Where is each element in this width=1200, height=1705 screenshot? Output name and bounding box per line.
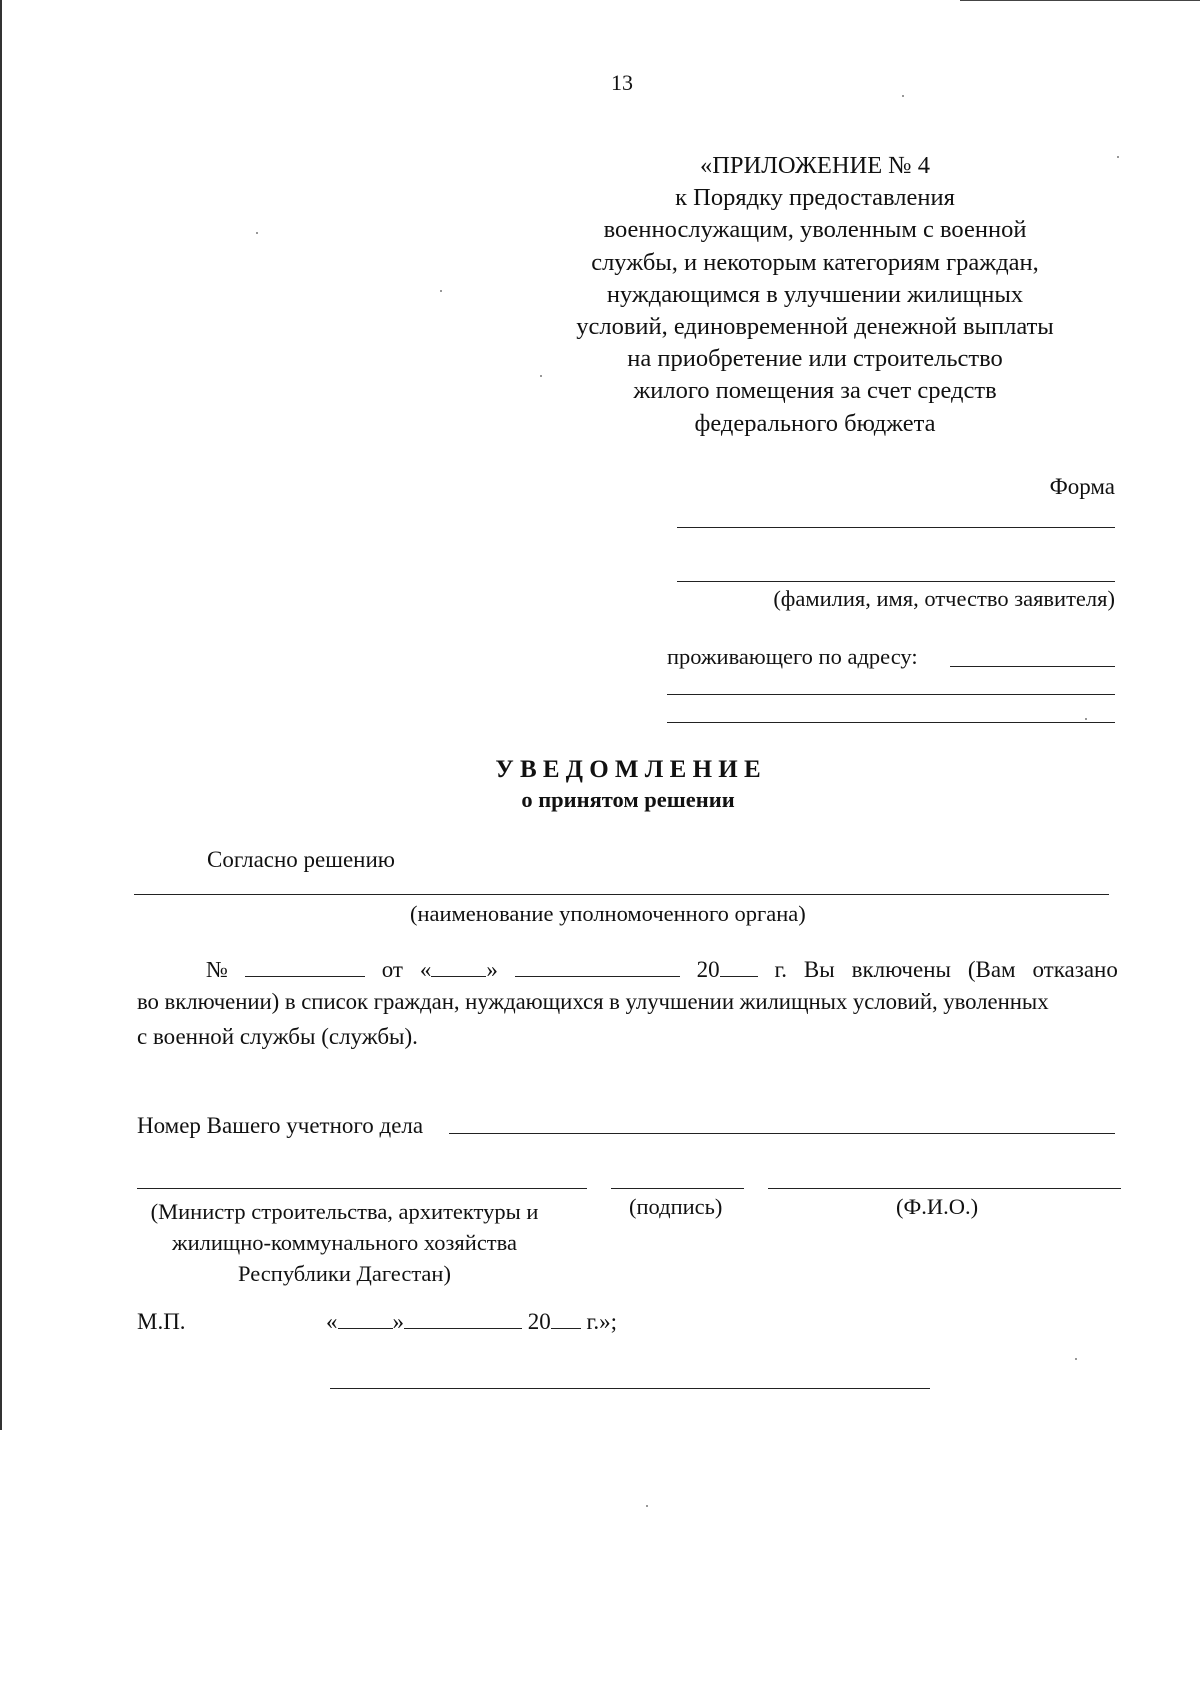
scan-speck [902, 95, 904, 97]
decision-month-field[interactable] [515, 958, 680, 977]
decision-day-field[interactable] [431, 958, 486, 977]
bottom-rule [330, 1388, 930, 1389]
address-label: проживающего по адресу: [667, 644, 918, 669]
form-label: Форма [1049, 474, 1115, 499]
year-group [697, 958, 758, 981]
stamp-month-field[interactable] [404, 1310, 522, 1329]
stamp-year-field[interactable] [551, 1310, 581, 1329]
from-word: от [381, 957, 403, 982]
applicant-name-line-1[interactable] [677, 527, 1115, 528]
authority-line[interactable] [134, 894, 1109, 895]
decision-line-1 [206, 958, 1118, 981]
number-sign: № [206, 957, 228, 982]
applicant-name-line-2[interactable] [677, 581, 1115, 582]
scan-edge-top [960, 0, 1200, 1]
scan-speck [646, 1505, 648, 1507]
date-quote-group [420, 958, 498, 981]
appendix-header [520, 150, 1110, 440]
appendix-title: «ПРИЛОЖЕНИЕ № 4 [699, 152, 931, 179]
account-number-line[interactable] [449, 1133, 1115, 1134]
stamp-label: М.П. [137, 1309, 186, 1334]
stamp-day-field[interactable] [338, 1310, 393, 1329]
line1-word: (Вам [967, 957, 1016, 982]
position-caption [137, 1196, 552, 1289]
notice-subtitle: о принятом решении [521, 787, 735, 812]
position-caption-line: Республики Дагестан) [238, 1261, 451, 1286]
line1-word: отказано [1032, 957, 1118, 982]
page-number: 13 [611, 70, 633, 95]
quote-close: » [486, 957, 498, 982]
line1-word: г. [774, 957, 788, 982]
appendix-line: нуждающимся в улучшении жилищных [606, 280, 1024, 308]
notice-title: У В Е Д О М Л Е Н И Е [495, 756, 761, 783]
decision-line-2: во включении) в список граждан, нуждающихся в улучшении жилищных условий, уволенных [137, 989, 1049, 1014]
signature-caption: (подпись) [629, 1194, 723, 1219]
appendix-line: на приобретение или строительство [627, 345, 1003, 373]
appendix-line: военнослужащим, уволенным с военной [603, 216, 1027, 244]
quote-open: « [326, 1309, 338, 1334]
stamp-year-suffix: г.»; [586, 1309, 617, 1334]
position-line[interactable] [137, 1188, 587, 1189]
address-line-1[interactable] [950, 666, 1115, 667]
appendix-line: условий, единовременной денежной выплаты [576, 313, 1054, 341]
decision-year-field[interactable] [720, 958, 758, 977]
line1-word: Вы [803, 957, 835, 982]
address-line-3[interactable] [667, 722, 1115, 723]
quote-close: » [392, 1309, 404, 1334]
scan-speck [1117, 156, 1119, 158]
signature-line[interactable] [611, 1188, 744, 1189]
appendix-line: службы, и некоторым категориям граждан, [591, 248, 1039, 276]
scan-speck [256, 232, 258, 234]
appendix-line: федерального бюджета [694, 409, 936, 437]
position-caption-line: (Министр строительства, архитектуры и [150, 1199, 539, 1224]
scan-speck [440, 290, 442, 292]
fio-caption: (Ф.И.О.) [896, 1194, 979, 1219]
line1-word: включены [851, 957, 951, 982]
fio-line[interactable] [768, 1188, 1121, 1189]
decision-line-3: с военной службы (службы). [137, 1024, 418, 1049]
scan-speck [1075, 1358, 1077, 1360]
applicant-name-caption: (фамилия, имя, отчество заявителя) [773, 586, 1115, 611]
appendix-line: жилого помещения за счет средств [633, 377, 997, 405]
account-label: Номер Вашего учетного дела [137, 1113, 424, 1138]
quote-open: « [419, 957, 432, 982]
decision-number-field[interactable] [245, 958, 365, 977]
address-line-2[interactable] [667, 694, 1115, 695]
according-to-text: Согласно решению [207, 847, 395, 872]
stamp-year-prefix: 20 [527, 1309, 551, 1334]
authority-caption: (наименование уполномоченного органа) [410, 901, 806, 926]
year-prefix: 20 [696, 957, 720, 982]
position-caption-line: жилищно-коммунального хозяйства [172, 1230, 517, 1255]
stamp-date [326, 1310, 617, 1333]
scan-edge-left [0, 0, 2, 1430]
appendix-line: к Порядку предоставления [675, 184, 955, 212]
scan-speck [1085, 718, 1087, 720]
